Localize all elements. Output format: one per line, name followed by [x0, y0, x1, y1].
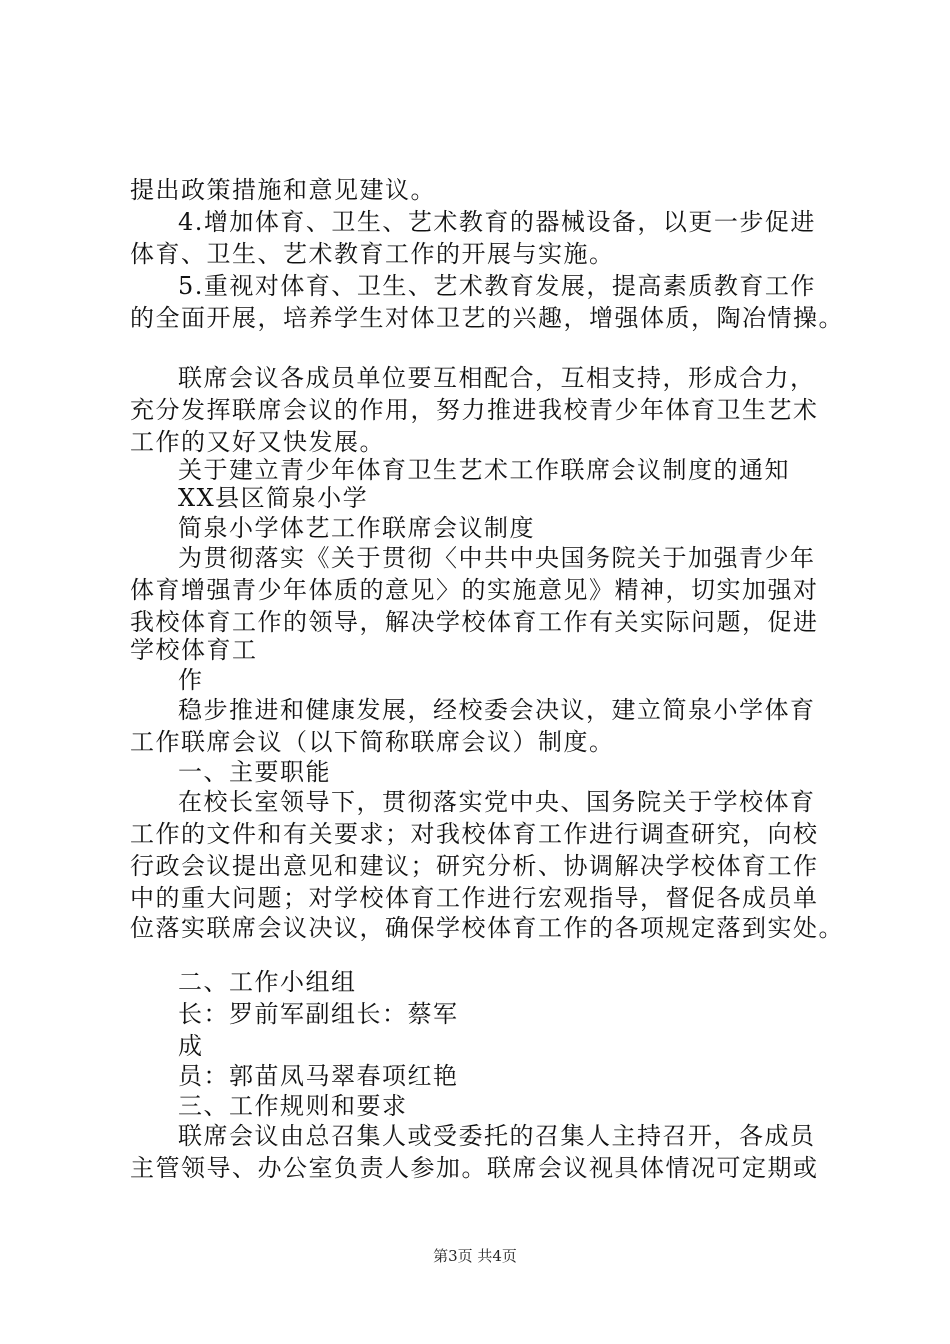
- text-line: 体育增强青少年体质的意见〉的实施意见》精神，切实加强对: [130, 576, 819, 604]
- text-line: 体育、卫生、艺术教育工作的开展与实施。: [130, 240, 615, 268]
- text-line: 稳步推进和健康发展，经校委会决议，建立简泉小学体育: [178, 696, 816, 724]
- text-line: 作: [178, 666, 204, 694]
- page-footer: 第3页 共4页: [433, 1247, 517, 1265]
- text-line: 行政会议提出意见和建议；研究分析、协调解决学校体育工作: [130, 852, 819, 880]
- text-line: 充分发挥联席会议的作用，努力推进我校青少年体育卫生艺术: [130, 396, 819, 424]
- section-heading: 二、工作小组组: [178, 968, 357, 996]
- text-line: 的全面开展，培养学生对体卫艺的兴趣，增强体质，陶冶情操。: [130, 304, 844, 332]
- text-line: 5.重视对体育、卫生、艺术教育发展，提高素质教育工作: [178, 272, 816, 300]
- text-line: 4.增加体育、卫生、艺术教育的器械设备，以更一步促进: [178, 208, 816, 236]
- document-title: 简泉小学体艺工作联席会议制度: [178, 514, 535, 542]
- text-line: 联席会议由总召集人或受委托的召集人主持召开，各成员: [178, 1122, 816, 1150]
- section-heading: 一、主要职能: [178, 758, 331, 786]
- text-line: 为贯彻落实《关于贯彻〈中共中央国务院关于加强青少年: [178, 544, 816, 572]
- text-line: 员：郭苗凤马翠春项红艳: [178, 1062, 459, 1090]
- text-line: 成: [178, 1032, 204, 1060]
- text-line: 工作的文件和有关要求；对我校体育工作进行调查研究，向校: [130, 820, 819, 848]
- text-line: 学校体育工: [130, 636, 258, 664]
- text-line: 位落实联席会议决议，确保学校体育工作的各项规定落到实处。: [130, 914, 844, 942]
- text-line: 提出政策措施和意见建议。: [130, 176, 436, 204]
- text-line: 主管领导、办公室负责人参加。联席会议视具体情况可定期或: [130, 1154, 819, 1182]
- text-line: 长：罗前军副组长：蔡军: [178, 1000, 459, 1028]
- text-line: 中的重大问题；对学校体育工作进行宏观指导，督促各成员单: [130, 884, 819, 912]
- text-line: 工作联席会议（以下简称联席会议）制度。: [130, 728, 615, 756]
- notice-title: 关于建立青少年体育卫生艺术工作联席会议制度的通知: [178, 456, 790, 484]
- text-line: 工作的又好又快发展。: [130, 428, 385, 456]
- text-line: 联席会议各成员单位要互相配合，互相支持，形成合力，: [178, 364, 816, 392]
- school-name: XX县区简泉小学: [178, 484, 369, 512]
- text-line: 我校体育工作的领导，解决学校体育工作有关实际问题，促进: [130, 608, 819, 636]
- text-line: 在校长室领导下，贯彻落实党中央、国务院关于学校体育: [178, 788, 816, 816]
- section-heading: 三、工作规则和要求: [178, 1092, 408, 1120]
